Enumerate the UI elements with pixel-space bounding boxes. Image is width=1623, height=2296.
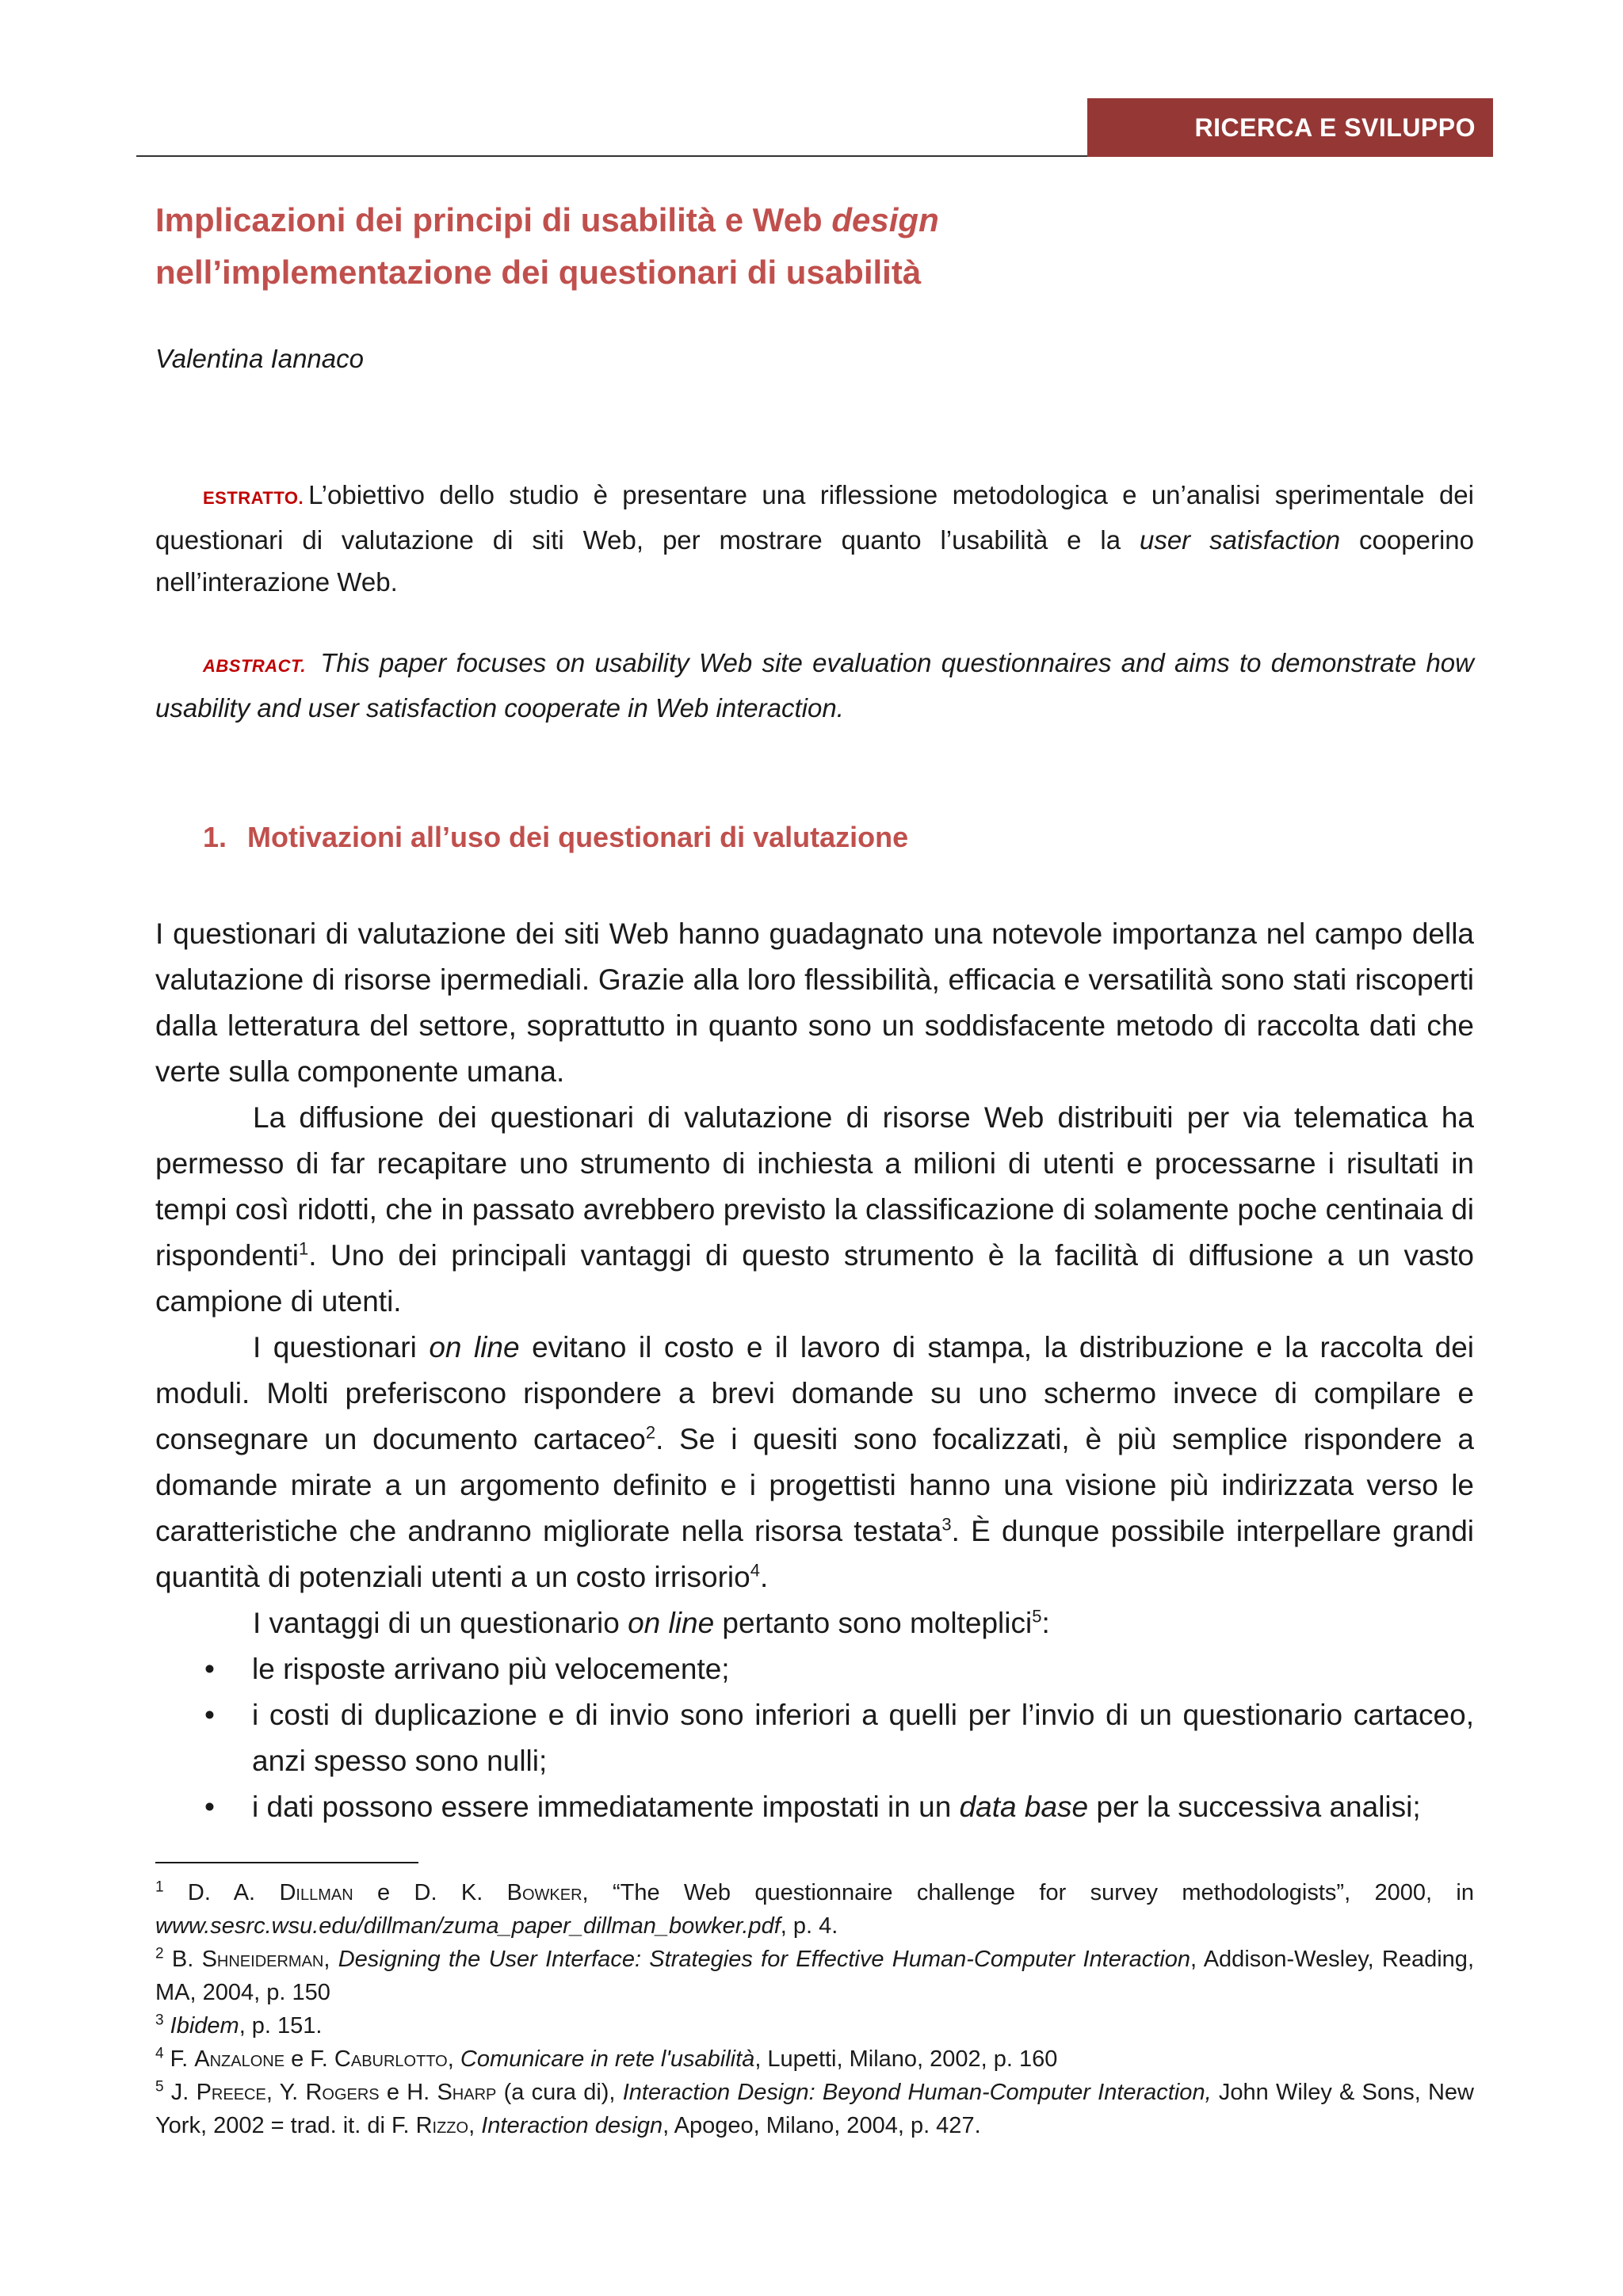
paragraph-3-text-c: . Se i quesiti sono focalizzati, è più semplice rispondere a domande mirate a un argomento definito e i progettisti hanno una visione più indirizzata verso le caratteristiche che andranno migliorate nella risorsa testata bbox=[155, 1423, 1474, 1547]
footnote-2-text-a: B. bbox=[163, 1947, 202, 1972]
estratto-italic: user satisfaction bbox=[1139, 525, 1341, 555]
footnote-4-author-2: Caburlotto bbox=[334, 2046, 448, 2072]
footnote-2-text-c: , Addison-Wesley, Reading, MA, 2004, p. 150 bbox=[155, 1947, 1474, 2005]
footnote-3-ibidem: Ibidem bbox=[163, 2013, 239, 2039]
estratto-text-end: cooperino nell’interazione Web. bbox=[155, 525, 1474, 597]
bullet-icon: • bbox=[204, 1791, 215, 1823]
footnote-5 bbox=[155, 2076, 1474, 2142]
list-item bbox=[155, 1784, 1474, 1830]
bullet-icon: • bbox=[204, 1653, 215, 1685]
footnote-4-text-d: , Lupetti, Milano, 2002, p. 160 bbox=[754, 2046, 1058, 2072]
abstract-block bbox=[155, 642, 1474, 729]
footnote-1-text-b: e D. K. bbox=[353, 1880, 507, 1905]
footnote-4-text-b: e F. bbox=[285, 2046, 334, 2072]
advantages-list bbox=[155, 1646, 1474, 1830]
footnote-ref-4: 4 bbox=[750, 1560, 760, 1581]
footnote-3-number: 3 bbox=[155, 2012, 164, 2029]
paragraph-3-text-e: . bbox=[759, 1561, 769, 1593]
list-item-text: le risposte arrivano più velocemente; bbox=[252, 1653, 730, 1685]
footnote-5-text-e: John Wiley & Sons, New York, 2002 = trad. it. di F. bbox=[155, 2080, 1474, 2138]
footnote-1-author-1: Dillman bbox=[279, 1880, 353, 1905]
header-rule bbox=[136, 155, 1087, 157]
estratto-label: ESTRATTO. bbox=[203, 488, 304, 508]
paragraph-3-text-d: . È dunque possibile interpellare grandi quantità di potenziali utenti a un costo irrisorio bbox=[155, 1515, 1474, 1593]
footnote-1-text-c: , “The Web questionnaire challenge for survey methodologists”, 2000, in bbox=[582, 1880, 1474, 1905]
footnote-5-text-b: , Y. bbox=[265, 2080, 306, 2105]
footnote-ref-3: 3 bbox=[941, 1514, 952, 1535]
list-item-text: i dati possono essere immediatamente impostati in un bbox=[252, 1791, 960, 1823]
paragraph-2-text: La diffusione dei questionari di valutazione di risorse Web distribuiti per via telematica ha permesso di far recapitare uno strumento di inchiesta a milioni di utenti e processarne i risultati in tempi così ridotti, che in passato avrebbero previsto la classificazione di solamente poche centinaia di rispondenti bbox=[155, 1101, 1474, 1272]
paragraph-3-text-a: I questionari bbox=[253, 1331, 430, 1363]
paragraph-4-text-c: : bbox=[1041, 1607, 1050, 1639]
footnote-separator bbox=[155, 1862, 418, 1863]
list-item bbox=[155, 1646, 1474, 1692]
footnote-1-author-2: Bowker bbox=[506, 1880, 582, 1905]
article-title bbox=[155, 194, 1503, 299]
footnote-5-author-1: Preece bbox=[196, 2080, 266, 2105]
paragraph-3 bbox=[155, 1325, 1474, 1600]
footnote-1-text-a: D. A. bbox=[163, 1880, 280, 1905]
list-item bbox=[155, 1692, 1474, 1784]
footnote-5-text-g: , Apogeo, Milano, 2004, p. 427. bbox=[663, 2113, 981, 2138]
footnote-3 bbox=[155, 2009, 1474, 2042]
section-heading bbox=[203, 821, 908, 854]
footnote-2-text-b: , bbox=[323, 1947, 338, 1972]
paragraph-4-text-a: I vantaggi di un questionario bbox=[253, 1607, 628, 1639]
list-item-italic: data base bbox=[959, 1791, 1089, 1823]
footnote-4-author-1: Anzalone bbox=[194, 2046, 285, 2072]
footnote-2-title: Designing the User Interface: Strategies for Effective Human-Computer Interaction bbox=[338, 1947, 1190, 1972]
title-line-1 bbox=[155, 194, 1503, 246]
footnote-2-number: 2 bbox=[155, 1945, 164, 1962]
footnote-ref-5: 5 bbox=[1032, 1606, 1042, 1627]
paragraph-2-text-end: . Uno dei principali vantaggi di questo strumento è la facilità di diffusione a un vasto campione di utenti. bbox=[155, 1239, 1474, 1318]
footnote-4-title: Comunicare in rete l'usabilità bbox=[460, 2046, 755, 2072]
footnote-1-text-d: , p. 4. bbox=[780, 1913, 838, 1939]
footnote-4-text-c: , bbox=[447, 2046, 460, 2072]
footnote-5-text-d: (a cura di), bbox=[496, 2080, 623, 2105]
author-name: Valentina Iannaco bbox=[155, 344, 364, 373]
list-item-text-end: per la successiva analisi; bbox=[1088, 1791, 1421, 1823]
footnote-4-number: 4 bbox=[155, 2045, 164, 2062]
footnote-ref-2: 2 bbox=[645, 1422, 656, 1443]
footnote-1 bbox=[155, 1876, 1474, 1943]
footnote-5-text-a: J. bbox=[163, 2080, 197, 2105]
footnote-5-number: 5 bbox=[155, 2078, 164, 2096]
footnote-5-translator: Rizzo bbox=[415, 2113, 469, 2138]
footnote-4-text-a: F. bbox=[163, 2046, 195, 2072]
footnote-5-title-2: Interaction design bbox=[481, 2113, 663, 2138]
estratto-block bbox=[155, 474, 1474, 603]
footnote-5-author-2: Rogers bbox=[305, 2080, 380, 2105]
footnote-2-author: Shneiderman bbox=[201, 1947, 324, 1972]
abstract-text: This paper focuses on usability Web site evaluation questionnaires and aims to demonstrate how usability and user satisfaction cooperate in Web interaction. bbox=[155, 648, 1474, 723]
section-number: 1. bbox=[203, 821, 227, 853]
title-line-2: nell’implementazione dei questionari di usabilità bbox=[155, 254, 922, 291]
footnote-4 bbox=[155, 2042, 1474, 2076]
footnote-ref-1: 1 bbox=[299, 1238, 309, 1259]
footnote-5-title-1: Interaction Design: Beyond Human-Computer Interaction, bbox=[622, 2080, 1212, 2105]
paragraph-1: I questionari di valutazione dei siti Web hanno guadagnato una notevole importanza nel campo della valutazione di risorse ipermediali. Grazie alla loro flessibilità, efficacia e versatilità sono stati riscoperti dalla letteratura del settore, soprattutto in quanto sono un soddisfacente metodo di raccolta dati che verte sulla componente umana. bbox=[155, 917, 1474, 1088]
paragraph-2 bbox=[155, 1095, 1474, 1325]
paragraph-3-italic: on line bbox=[429, 1331, 520, 1363]
footnote-1-number: 1 bbox=[155, 1878, 164, 1896]
footnote-5-author-3: Sharp bbox=[437, 2080, 497, 2105]
abstract-label: ABSTRACT. bbox=[203, 656, 306, 676]
body-text bbox=[155, 911, 1474, 1830]
bullet-icon: • bbox=[204, 1699, 215, 1731]
paragraph-4 bbox=[155, 1600, 1474, 1646]
estratto-text: L’obiettivo dello studio è presentare una riflessione metodologica e un’analisi sperimentale dei questionari di valutazione di siti Web, per mostrare quanto l’usabilità e la bbox=[155, 480, 1474, 555]
section-title-text: Motivazioni all’uso dei questionari di valutazione bbox=[247, 821, 909, 853]
footnote-2 bbox=[155, 1943, 1474, 2009]
section-badge-label: RICERCA E SVILUPPO bbox=[1194, 113, 1476, 142]
list-item-text: i costi di duplicazione e di invio sono inferiori a quelli per l’invio di un questionario cartaceo, anzi spesso sono nulli; bbox=[252, 1699, 1474, 1777]
title-line-1-italic: design bbox=[831, 201, 939, 238]
footnote-3-text: , p. 151. bbox=[239, 2013, 323, 2039]
paragraph-4-text-b: pertanto sono molteplici bbox=[714, 1607, 1033, 1639]
section-badge bbox=[1087, 98, 1493, 157]
title-line-1-text: Implicazioni dei principi di usabilità e Web bbox=[155, 201, 832, 238]
paragraph-3-text-b: evitano il costo e il lavoro di stampa, la distribuzione e la raccolta dei moduli. Molti preferiscono rispondere a brevi domande su uno schermo invece di compilare e consegnare un documento cartaceo bbox=[155, 1331, 1474, 1455]
footnote-1-url: www.sesrc.wsu.edu/dillman/zuma_paper_dillman_bowker.pdf bbox=[155, 1913, 781, 1939]
footnote-5-text-c: e H. bbox=[379, 2080, 437, 2105]
paragraph-4-italic: on line bbox=[628, 1607, 715, 1639]
footnotes bbox=[155, 1876, 1474, 2142]
footnote-5-text-f: , bbox=[468, 2113, 482, 2138]
